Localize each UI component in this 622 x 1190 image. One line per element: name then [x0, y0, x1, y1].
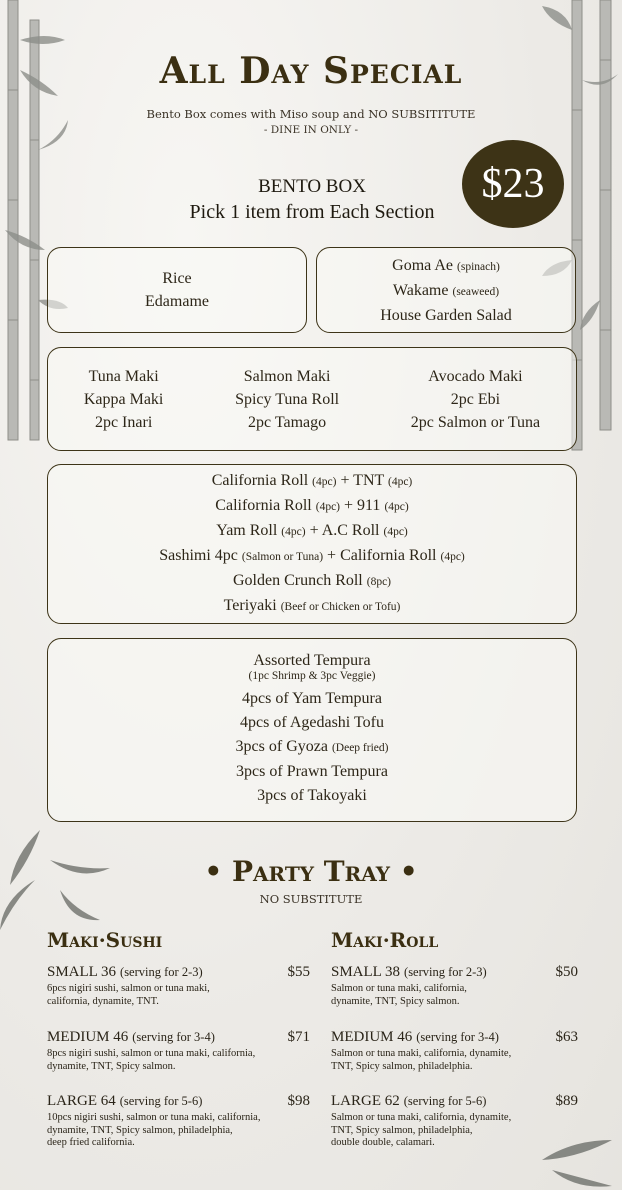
menu-item: 2pc Inari — [94, 413, 153, 431]
section-box-3 — [47, 347, 577, 451]
menu-item: Wakame (seaweed) — [392, 281, 500, 299]
menu-item: Sashimi 4pc (Salmon or Tuna) + California Roll (4pc) — [159, 547, 465, 564]
menu-item: Avocado Maki — [428, 367, 523, 385]
price: $50 — [555, 964, 578, 980]
dine-in-note: - DINE IN ONLY - — [263, 124, 359, 136]
section-box-2 — [316, 247, 576, 333]
price: $98 — [287, 1093, 310, 1109]
price-value: $23 — [481, 161, 545, 207]
menu-item: Salmon Maki — [243, 367, 331, 385]
maki-sushi-small: SMALL 36 (serving for 2-3) $55 6pcs nigiri sushi, salmon or tuna maki, california, dynamite, TNT. — [47, 964, 310, 1007]
menu-item: Goma Ae (spinach) — [392, 256, 500, 274]
maki-roll-small: SMALL 38 (serving for 2-3) $50 Salmon or tuna maki, california, dynamite, TNT, Spicy salmon. — [331, 964, 578, 1007]
menu-item: Rice — [162, 270, 192, 287]
page-title: All Day Special — [159, 50, 463, 92]
maki-roll-title: Maki·Roll — [331, 928, 439, 952]
menu-item: 2pc Tamago — [248, 413, 327, 431]
menu-item-title: Assorted Tempura — [253, 652, 371, 669]
menu-item: 3pcs of Takoyaki — [257, 787, 367, 804]
menu-item: Yam Roll (4pc) + A.C Roll (4pc) — [216, 522, 408, 539]
section-box-5 — [47, 638, 577, 822]
party-tray-note: NO SUBSTITUTE — [259, 892, 363, 906]
bento-subtitle: Pick 1 item from Each Section — [189, 201, 435, 223]
menu-item: Kappa Maki — [83, 390, 164, 408]
party-tray-title: • Party Tray • — [204, 855, 418, 888]
menu-item: 2pc Ebi — [450, 390, 501, 408]
menu-item: Golden Crunch Roll (8pc) — [232, 572, 392, 589]
price: $55 — [287, 964, 310, 980]
price: $63 — [555, 1029, 578, 1045]
menu-item: House Garden Salad — [380, 306, 512, 324]
menu-item: California Roll (4pc) + 911 (4pc) — [215, 497, 409, 514]
price: $89 — [555, 1093, 578, 1109]
maki-roll-medium: MEDIUM 46 (serving for 3-4) $63 Salmon or tuna maki, california, dynamite, TNT, Spicy salmon, philadelphia. — [331, 1029, 578, 1072]
maki-column-1 — [84, 365, 164, 434]
bento-note: Bento Box comes with Miso soup and NO SUBSITITUTE — [146, 107, 476, 121]
menu-item: Teriyaki (Beef or Chicken or Tofu) — [223, 597, 401, 614]
maki-sushi-large: LARGE 64 (serving for 5-6) $98 10pcs nigiri sushi, salmon or tuna maki, california, dynamite, TNT, Spicy salmon, philadelphia, deep fried california. — [47, 1093, 310, 1148]
menu-item: Edamame — [145, 293, 209, 310]
menu-item: 4pcs of Yam Tempura — [242, 690, 382, 707]
menu-item: California Roll (4pc) + TNT (4pc) — [211, 472, 413, 489]
menu-item: 3pcs of Prawn Tempura — [236, 763, 388, 780]
menu-item: Tuna Maki — [88, 367, 159, 385]
bento-title: BENTO BOX — [258, 176, 366, 197]
menu-item: 3pcs of Gyoza (Deep fried) — [235, 738, 389, 755]
price: $71 — [287, 1029, 310, 1045]
maki-sushi-medium: MEDIUM 46 (serving for 3-4) $71 8pcs nigiri sushi, salmon or tuna maki, california, dynamite, TNT, Spicy salmon. — [47, 1029, 310, 1072]
menu-item-note: (1pc Shrimp & 3pc Veggie) — [248, 670, 376, 682]
maki-sushi-title: Maki·Sushi — [47, 928, 163, 952]
menu-item: Spicy Tuna Roll — [235, 390, 340, 408]
maki-column-2 — [235, 365, 339, 434]
maki-roll-large: LARGE 62 (serving for 5-6) $89 Salmon or tuna maki, california, dynamite, TNT, Spicy salmon, philadelphia, double double, calamari. — [331, 1093, 578, 1148]
section-box-1 — [47, 247, 307, 333]
maki-column-3 — [411, 365, 540, 434]
menu-item: 4pcs of Agedashi Tofu — [240, 714, 384, 731]
menu-item: 2pc Salmon or Tuna — [410, 413, 541, 431]
section-box-4 — [47, 464, 577, 624]
